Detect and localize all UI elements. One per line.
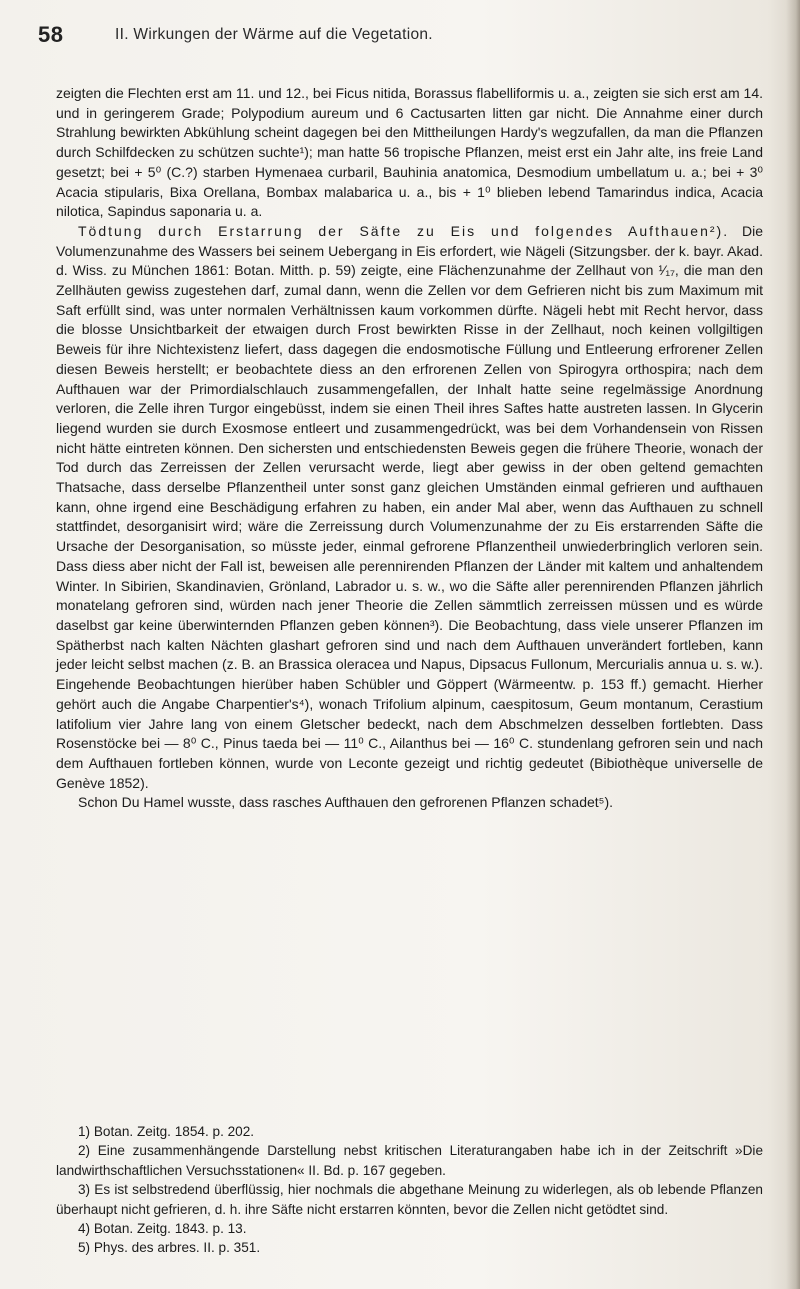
paragraph-3: Schon Du Hamel wusste, dass rasches Aufthauen den gefrorenen Pflanzen schadet⁵). — [78, 794, 614, 811]
page-edge-shadow — [786, 0, 800, 1289]
footnote-1: 1) Botan. Zeitg. 1854. p. 202. — [78, 1124, 255, 1139]
footnote-4: 4) Botan. Zeitg. 1843. p. 13. — [78, 1221, 247, 1237]
footnote-2: 2) Eine zusammenhängende Darstellung nebst kritischen Literaturangaben habe ich in der Zeitschrift »Die landwirthschaftlichen Versuchsstationen« II. Bd. p. 167 gegeben. — [56, 1143, 763, 1178]
footnote-3: 3) Es ist selbstredend überflüssig, hier nochmals die abgethane Meinung zu widerlegen, als ob lebende Pflanzen überhaupt nicht gefrieren, d. h. ihre Säfte nicht erstarren könnten, bevor die Zellen nicht getödtet sind. — [56, 1182, 763, 1217]
footnote-5: 5) Phys. des arbres. II. p. 351. — [78, 1240, 261, 1256]
paragraph-2-text: Die Volumenzunahme des Wassers bei seinem Uebergang in Eis erfordert, wie Nägeli (Sitzungsber. der k. bayr. Akad. d. Wiss. zu München 1861: Botan. Mitth. p. 59) zeigte, eine Flächenzunahme der Zellhaut von ¹⁄₁₇, die man den Zellhäuten gewiss zugestehen darf, zumal dann, wenn die Zellen vor dem Gefrieren nicht bis zum Maximum mit Saft erfüllt sind, was unter normalen Verhältnissen kaum vorkommen dürfte. Nägeli hebt mit Recht hervor, dass die blosse Unsichtbarkeit der etwaigen durch Frost bewirkten Risse in der Zellhaut, noch keinen vollgiltigen Beweis für ihre Nichtexistenz liefert, dass dagegen die endosmotische Füllung und Entleerung erfrorener Zellen diesen Beweis herstellt; er beobachtete diess an den erfrorenen Zellen von Spirogyra orthospira; nach dem Aufthauen war der Primordialschlauch zusammengefallen, der Inhalt hatte seine regelmässige Anordnung verloren, die Zelle ihren Turgor eingebüsst, indem sie einen Theil ihres Saftes hatte austreten lassen. In Glycerin liegend wurden sie durch Exosmose entleert und zusammengedrückt, was bei dem Vorhandensein von Rissen nicht hätte eintreten können. Den sichersten und entschiedensten Beweis gegen die frühere Theorie, wonach der Tod durch das Zerreissen der Zellen verursacht werde, liegt aber gewiss in der oben geltend gemachten Thatsache, dass derselbe Pflanzentheil unter sonst ganz gleichen Umständen einmal gefrieren und aufthauen kann, ohne irgend eine Beschädigung erfahren zu haben, ein ander Mal aber, wenn das Aufthauen zu schnell stattfindet, desorganisirt wird; wäre die Zerreissung durch Volumenzunahme der zu Eis erstarrenden Säfte die Ursache der Desorganisation, so müsste jeder, einmal gefrorene Pflanzentheil unwiederbringlich verloren sein. Dass diess aber nicht der Fall ist, beweisen alle perennirenden Pflanzen der Länder mit kaltem und anhaltendem Winter. In Sibirien, Skandinavien, Grönland, Labrador u. s. w., wo die Säfte aller perennirenden Pflanzen jährlich monatelang gefroren sind, würden nach jener Theorie die Zellen sämmtlich zerreissen müssen und es würde daselbst gar keine überwinternden Pflanzen geben können³). Die Beobachtung, dass viele unserer Pflanzen im Spätherbst nach kalten Nächten glashart gefroren sind und nach dem Aufthauen unverändert fortleben, kann jeder leicht selbst machen (z. B. an Brassica oleracea und Napus, Dipsacus Fullonum, Mercurialis annua u. s. w.). Eingehende Beobachtungen hierüber haben Schübler und Göppert (Wärmeentw. p. 153 ff.) gemacht. Hierher gehört auch die Angabe Charpentier's⁴), wonach Trifolium alpinum, caespitosum, Geum montanum, Cerastium latifolium vier Jahre lang von einem Gletscher bedeckt, nach dem Abschmelzen desselben fortlebten. Dass Rosenstöcke bei — 8⁰ C., Pinus taeda bei — 11⁰ C., Ailanthus bei — 16⁰ C. stundenlang gefroren sein und nach dem Aufthauen fortleben können, wurde von Leconte gezeigt und richtig gedeutet (Bibiothèque universelle de Genève 1852). — [56, 222, 763, 791]
body-text — [56, 84, 763, 813]
page-header — [38, 14, 758, 54]
page-number: 58 — [38, 22, 64, 47]
paragraph-1: zeigten die Flechten erst am 11. und 12., bei Ficus nitida, Borassus flabelliformis u. a., zeigten sie sich erst am 14. und in geringerem Grade; Polypodium aureum und 6 Cactusarten litten gar nicht. Die Annahme einer durch Strahlung bewirkten Abkühlung scheint dagegen bei den Mittheilungen Hardy's wegzufallen, da man die Pflanzen durch Schilfdecken zu schützen suchte¹); man hatte 56 tropische Pflanzen, meist erst ein Jahr alte, ins freie Land gesetzt; bei + 5⁰ (C.?) starben Hymenaea curbaril, Bauhinia anatomica, Desmodium umbellatum u. a.; bei + 3⁰ Acacia stipularis, Bixa Orellana, Bombax malabarica u. a., bis + 1⁰ blieben lebend Tamarindus indica, Acacia nilotica, Sapindus saponaria u. a. — [56, 85, 763, 220]
running-head: II. Wirkungen der Wärme auf die Vegetation. — [115, 26, 433, 43]
section-heading: Tödtung durch Erstarrung der Säfte zu Eis und folgendes Aufthauen²). — [78, 222, 730, 239]
footnotes — [56, 1122, 763, 1258]
paragraph-2 — [56, 222, 763, 793]
